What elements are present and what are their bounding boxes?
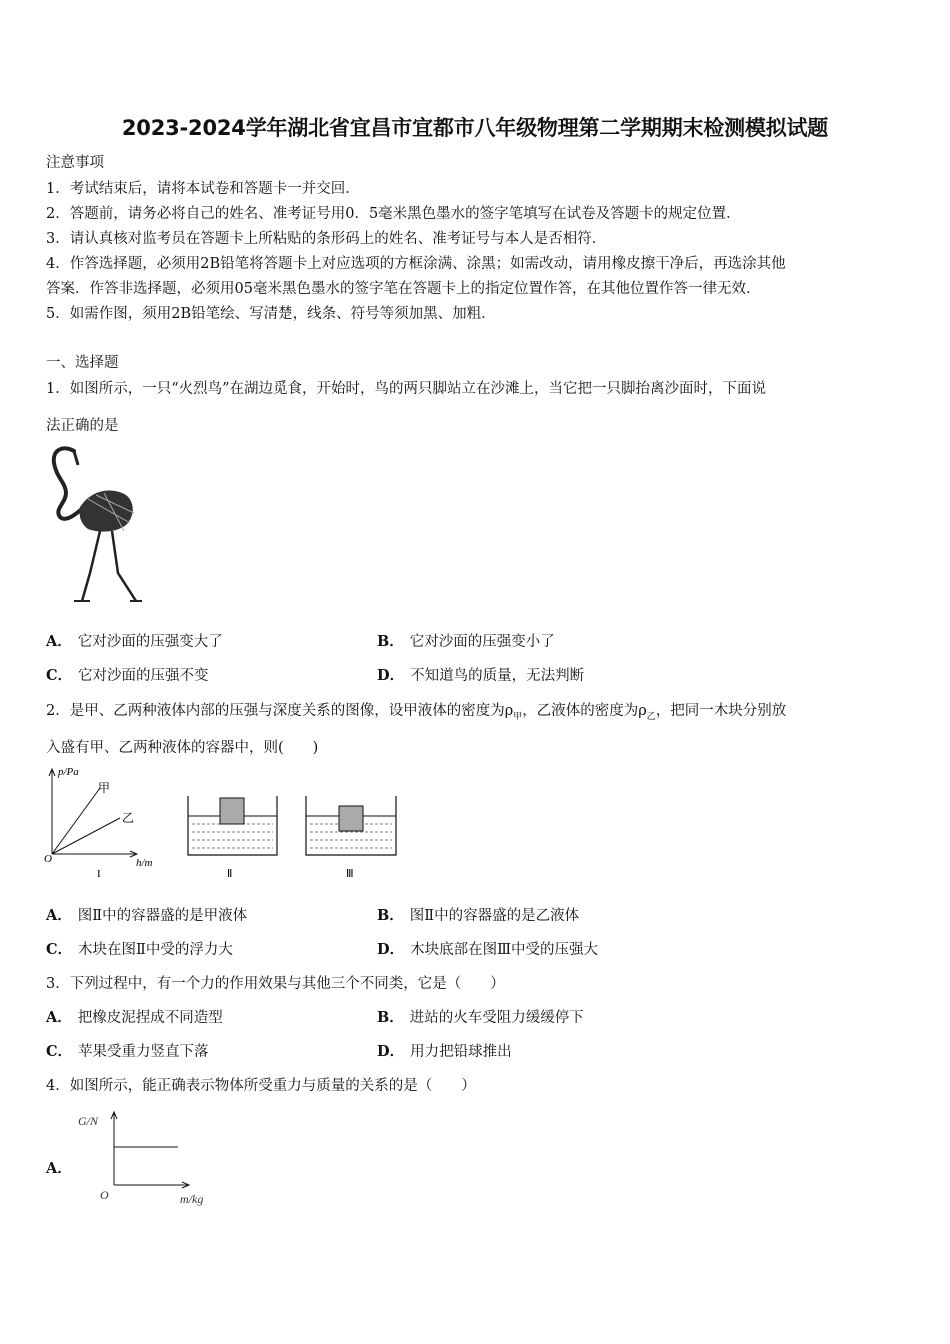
y-axis-label: p/Pa bbox=[58, 766, 79, 778]
notice-item-2: 2．答题前，请务必将自己的姓名、准考证号用0．5毫米黑色墨水的签字笔填写在试卷及答题卡的规定位置． bbox=[46, 206, 741, 222]
q4-option-a[interactable]: A． bbox=[46, 1160, 72, 1177]
origin-label: O bbox=[44, 853, 52, 865]
q4-stem: 4．如图所示，能正确表示物体所受重力与质量的关系的是（ ） bbox=[46, 1078, 476, 1094]
q1-option-c[interactable]: C． 它对沙面的压强不变 bbox=[46, 667, 209, 684]
line-yi-label: 乙 bbox=[122, 811, 135, 825]
q3-option-d[interactable]: D． 用力把铅球推出 bbox=[377, 1043, 512, 1060]
q4-origin-label: O bbox=[100, 1188, 109, 1202]
x-axis-label: h/m bbox=[136, 857, 153, 869]
figure-label-2: Ⅱ bbox=[227, 868, 233, 880]
q3-option-b[interactable]: B． 进站的火车受阻力缓缓停下 bbox=[377, 1009, 584, 1026]
q4-x-axis-label: m/kg bbox=[180, 1192, 204, 1206]
q4-y-axis-label: G/N bbox=[78, 1114, 99, 1128]
line-jia-label: 甲 bbox=[98, 781, 111, 795]
q1-option-d[interactable]: D． 不知道鸟的质量，无法判断 bbox=[377, 667, 585, 684]
notice-item-4: 4．作答选择题，必须用2B铅笔将答题卡上对应选项的方框涂满、涂黑；如需改动，请用橡皮擦干净后，再选涂其他 bbox=[46, 256, 786, 272]
q2-option-a[interactable]: A． 图Ⅱ中的容器盛的是甲液体 bbox=[46, 907, 248, 924]
q2-option-b[interactable]: B． 图Ⅱ中的容器盛的是乙液体 bbox=[377, 907, 580, 924]
q2-option-c[interactable]: C． 木块在图Ⅱ中受的浮力大 bbox=[46, 941, 233, 958]
notice-item-1: 1．考试结束后，请将本试卷和答题卡一并交回． bbox=[46, 181, 360, 197]
notice-heading: 注意事项 bbox=[46, 155, 104, 171]
figure-label-3: Ⅲ bbox=[346, 868, 354, 880]
notice-item-3: 3．请认真核对监考员在答题卡上所粘贴的条形码上的姓名、准考证号与本人是否相符． bbox=[46, 231, 607, 247]
q2-stem-line2: 入盛有甲、乙两种液体的容器中，则( ) bbox=[46, 740, 319, 756]
notice-item-4-cont: 答案．作答非选择题，必须用05毫米黑色墨水的签字笔在答题卡上的指定位置作答，在其他位置作答一律无效． bbox=[46, 281, 761, 297]
q1-option-a[interactable]: A． 它对沙面的压强变大了 bbox=[46, 633, 223, 650]
q3-option-c[interactable]: C． 苹果受重力竖直下落 bbox=[46, 1043, 209, 1060]
q1-stem-line1: 1．如图所示，一只“火烈鸟”在湖边觅食，开始时，鸟的两只脚站立在沙滩上，当它把一只脚抬离沙面时，下面说 bbox=[46, 381, 767, 397]
q2-figure bbox=[40, 762, 410, 887]
q1-stem-line2: 法正确的是 bbox=[46, 418, 119, 434]
q3-option-a[interactable]: A． 把橡皮泥捏成不同造型 bbox=[46, 1009, 223, 1026]
notice-item-5: 5．如需作图，须用2B铅笔绘、写清楚，线条、符号等须加黑、加粗． bbox=[46, 306, 496, 322]
q4-option-a-graph bbox=[70, 1105, 220, 1210]
q2-stem-line1: 2．是甲、乙两种液体内部的压强与深度关系的图像，设甲液体的密度为$\rho_甲$，乙液体的密度为$\rho_乙$，把同一木块分别放 bbox=[46, 703, 787, 722]
page-title: 2023-2024学年湖北省宜昌市宜都市八年级物理第二学期期末检测模拟试题 bbox=[121, 116, 829, 140]
q2-option-d[interactable]: D． 木块底部在图Ⅲ中受的压强大 bbox=[377, 941, 599, 958]
figure-label-1: I bbox=[97, 868, 101, 880]
flamingo-image bbox=[44, 443, 144, 608]
q1-option-b[interactable]: B． 它对沙面的压强变小了 bbox=[377, 633, 555, 650]
section-heading: 一、选择题 bbox=[46, 355, 119, 371]
q3-stem: 3．下列过程中，有一个力的作用效果与其他三个不同类，它是（ ） bbox=[46, 976, 505, 992]
